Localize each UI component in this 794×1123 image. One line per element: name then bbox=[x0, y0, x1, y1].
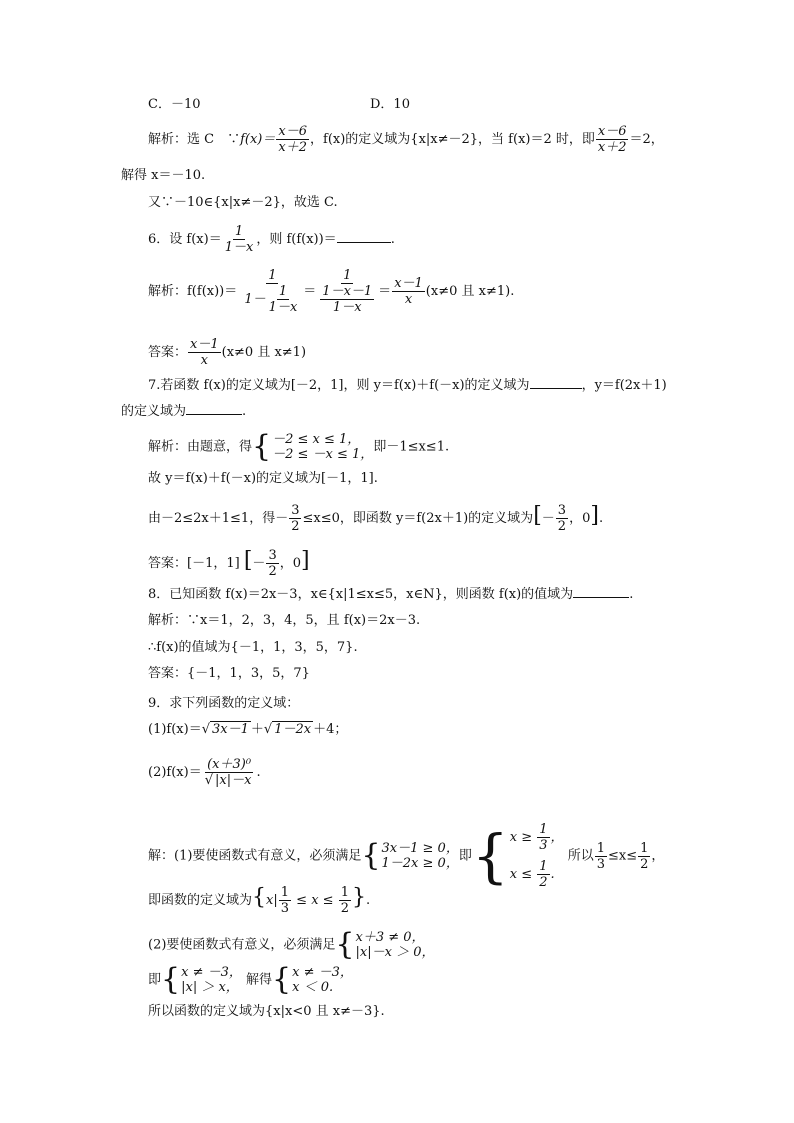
fraction: $\frac{1}{1-x}$ bbox=[224, 224, 254, 255]
answer-6: 答案： $\frac{x-1}{x}$ (x≠0 且 x≠1) bbox=[148, 337, 307, 368]
answer-8: 答案：{－1，1，3，5，7} bbox=[148, 666, 310, 681]
fraction: $\frac{1}{2}$ bbox=[640, 840, 649, 872]
option-d: D．10 bbox=[370, 97, 410, 112]
inequality-system: { 3x－1 ≥ 0， 1－2x ≥ 0， bbox=[361, 838, 459, 873]
inequality-system: { x ≥ $\frac{1}{3}$ ， x ≤ $\frac{1}{2}$ . bbox=[471, 822, 564, 890]
fraction: $\frac{x-1}{x}$ bbox=[394, 276, 423, 307]
fraction: $\frac{1}{3}$ bbox=[596, 840, 605, 872]
domain-set-1: 即函数的定义域为{x| $\frac{1}{3}$ ≤ x ≤ $\frac{1}{2}$ }. bbox=[148, 885, 371, 916]
solution-9-part-1: 解：(1)要使函数式有意义，必须满足 { 3x－1 ≥ 0， 1－2x ≥ 0， 即 { x ≥ $\frac{1}{3}$ ， x ≤ $\frac{1}{2}$ . 所以 $\frac{1}{3}$ ≤x≤ $\frac{1}{2}$ ， bbox=[148, 822, 665, 890]
domain-result: 故 y＝f(x)＋f(－x)的定义域为[－1，1]. bbox=[148, 471, 378, 486]
question-9-part-1: (1)f(x)＝√ 3x－1 ＋√ 1－2x ＋4； bbox=[148, 722, 348, 737]
domain-derivation: 由－2≤2x＋1≤1，得－ $\frac{3}{2}$ ≤x≤0，即函数 y＝f(2x＋1)的定义域为[－ $\frac{3}{2}$ ，0]. bbox=[148, 503, 604, 534]
explanation-7: 解析：由题意，得 { －2 ≤ x ≤ 1， －2 ≤ －x ≤ 1， 即－1≤x≤1. bbox=[148, 429, 450, 464]
fraction: $\frac{1}{3}$ bbox=[280, 885, 290, 916]
answer-7: 答案：[－1，1] [－ $\frac{3}{2}$ ，0] bbox=[148, 548, 310, 579]
explanation-6: 解析：f(f(x))＝ 1 1－ $\frac{1}{1-x}$ ＝ $\frac{1}{\frac{1-x-1}{1-x}}$ ＝ $\frac{x-1}{x}$ (x≠0 且 x≠1). bbox=[148, 268, 515, 315]
explanation-5: 解析：选 C ∵f(x)＝ $\frac{x-6}{x+2}$ ，f(x)的定义域为{x|x≠－2}，当 f(x)＝2 时，即 $\frac{x-6}{x+2}$ ＝2， bbox=[148, 124, 664, 155]
question-9: 9．求下列函数的定义域： bbox=[148, 696, 300, 711]
explanation-8: 解析：∵x＝1，2，3，4，5，且 f(x)＝2x－3. bbox=[148, 613, 421, 628]
question-9-part-2: (2)f(x)＝ $\frac{\text{(x＋3)⁰}}{√ |x|-x}$ . bbox=[148, 757, 261, 788]
inequality-system: { x ≠ －3， |x| ＞ x， bbox=[161, 962, 242, 997]
fraction: $\frac{3}{2}$ bbox=[557, 503, 567, 534]
solution-9-part-2-cont: 即 { x ≠ －3， |x| ＞ x， 解得 { x ≠ －3， x ＜ 0. bbox=[148, 962, 353, 997]
question-7-cont: 的定义域为 . bbox=[121, 404, 247, 419]
answer-blank bbox=[573, 597, 629, 598]
option-c: C．－10 bbox=[148, 97, 201, 112]
radical: 1－2x bbox=[274, 722, 312, 737]
answer-blank bbox=[337, 242, 391, 243]
answer-blank bbox=[186, 414, 242, 415]
domain-set-2: 所以函数的定义域为{x|x<0 且 x≠－3}. bbox=[148, 1004, 385, 1019]
inequality-system: { －2 ≤ x ≤ 1， －2 ≤ －x ≤ 1， bbox=[252, 429, 374, 464]
inequality-system: { x ≠ －3， x ＜ 0. bbox=[272, 962, 353, 997]
nested-fraction: $\frac{1}{\frac{1-x-1}{1-x}}$ bbox=[322, 268, 373, 315]
question-8: 8．已知函数 f(x)＝2x－3，x∈{x|1≤x≤5，x∈N}，则函数 f(x)的值域为 . bbox=[148, 587, 634, 602]
nested-fraction: 1 1－ $\frac{1}{1-x}$ bbox=[244, 268, 298, 315]
fraction: $\frac{\text{(x＋3)⁰}}{√ |x|-x}$ bbox=[204, 757, 252, 788]
inequality-system: { x＋3 ≠ 0， |x|－x ＞ 0， bbox=[335, 927, 435, 962]
fraction: $\frac{1}{2}$ bbox=[340, 885, 349, 916]
radical: 3x－1 bbox=[212, 722, 249, 737]
fraction: $\frac{3}{2}$ bbox=[291, 503, 300, 534]
solve-line: 解得 x＝－10. bbox=[121, 168, 206, 183]
question-7: 7.若函数 f(x)的定义域为[－2，1]，则 y＝f(x)＋f(－x)的定义域为 ，y＝f(2x＋1) bbox=[148, 378, 667, 393]
fraction: $\frac{3}{2}$ bbox=[268, 548, 277, 579]
fraction: $\frac{x-6}{x+2}$ bbox=[278, 124, 307, 155]
conclusion-line: 又∵－10∈{x|x≠－2}，故选 C. bbox=[148, 195, 338, 210]
fraction: $\frac{x-1}{x}$ bbox=[190, 337, 219, 368]
range-result: ∴f(x)的值域为{－1，1，3，5，7}. bbox=[148, 640, 358, 655]
fraction: $\frac{x-6}{x+2}$ bbox=[597, 124, 627, 155]
solution-9-part-2: (2)要使函数式有意义，必须满足 { x＋3 ≠ 0， |x|－x ＞ 0， bbox=[148, 927, 435, 962]
answer-blank bbox=[530, 388, 582, 389]
question-6: 6．设 f(x)＝ $\frac{1}{1-x}$ ，则 f(f(x))＝ . bbox=[148, 224, 395, 255]
